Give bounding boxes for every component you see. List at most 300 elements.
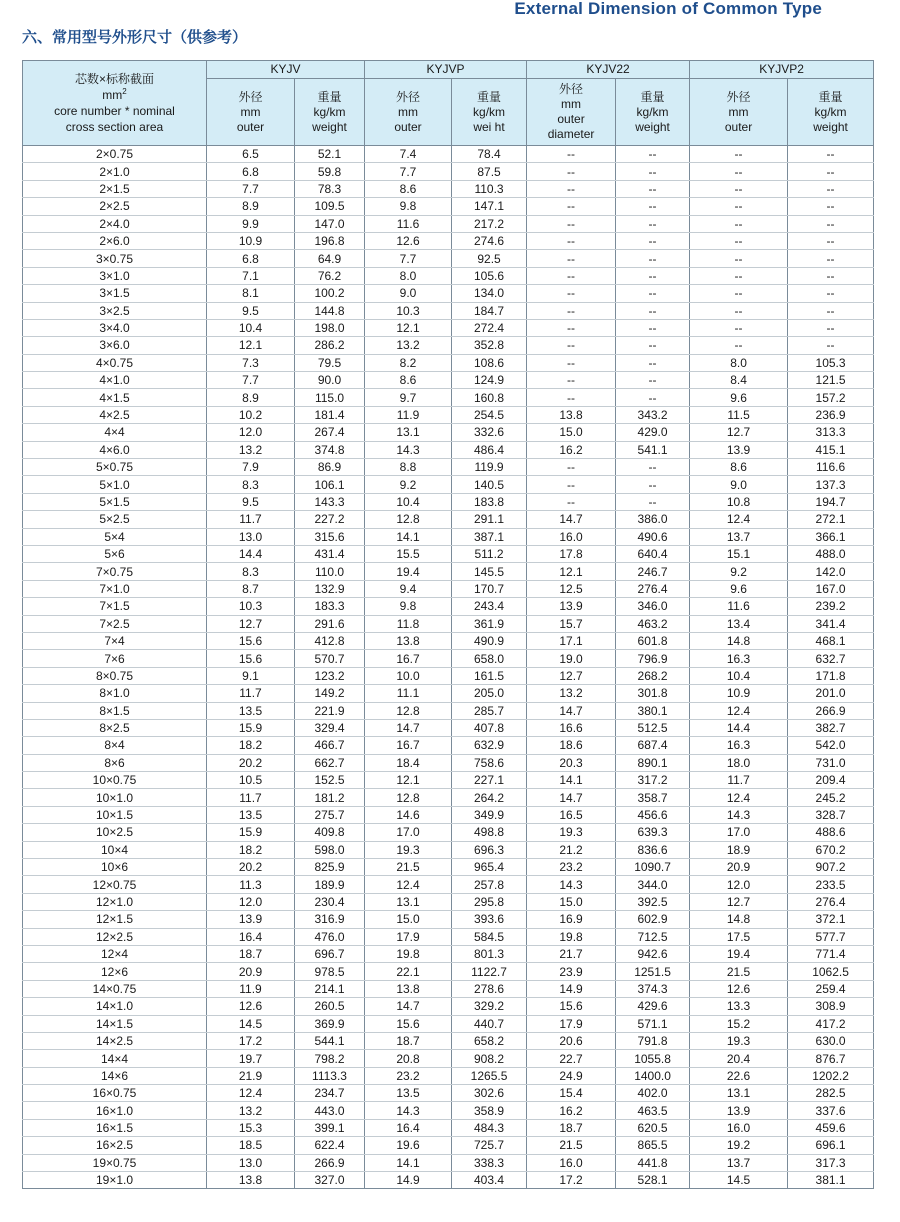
kyjvp2-outer-cell: 12.6 <box>690 980 788 997</box>
table-row <box>23 667 874 684</box>
table-row <box>23 650 874 667</box>
kyjv22-weight-cell: 380.1 <box>616 702 690 719</box>
size-cell: 7×0.75 <box>23 563 207 580</box>
kyjv22-outer-cell: -- <box>527 198 616 215</box>
kyjv-weight-cell: 106.1 <box>295 476 365 493</box>
kyjv-outer-cell: 19.7 <box>207 1050 295 1067</box>
kyjvp-outer-cell: 10.3 <box>365 302 452 319</box>
kyjvp2-weight-cell: 276.4 <box>788 893 874 910</box>
table-row <box>23 406 874 423</box>
kyjv-weight-cell: 149.2 <box>295 685 365 702</box>
kyjvp-outer-cell: 11.8 <box>365 615 452 632</box>
kyjvp-weight-cell: 205.0 <box>452 685 527 702</box>
kyjv22-outer-cell: 14.1 <box>527 772 616 789</box>
table-row <box>23 928 874 945</box>
kyjvp2-outer-cell: 13.7 <box>690 1154 788 1171</box>
kyjvp2-outer-cell: 13.3 <box>690 998 788 1015</box>
kyjv22-outer-cell: -- <box>527 215 616 232</box>
kyjvp-outer-cell: 7.4 <box>365 146 452 163</box>
kyjv-outer-cell: 18.7 <box>207 945 295 962</box>
kyjv22-weight-cell: -- <box>616 215 690 232</box>
kyjv-weight-cell: 214.1 <box>295 980 365 997</box>
kyjvp-outer-cell: 19.3 <box>365 841 452 858</box>
kyjv22-weight-cell: 374.3 <box>616 980 690 997</box>
kyjv-weight-cell: 64.9 <box>295 250 365 267</box>
table-row <box>23 598 874 615</box>
kyjv-outer-cell: 13.9 <box>207 911 295 928</box>
kyjv22-weight-cell: 1400.0 <box>616 1067 690 1084</box>
kyjv22-outer-cell: 13.2 <box>527 685 616 702</box>
table-row <box>23 563 874 580</box>
size-cell: 14×2.5 <box>23 1032 207 1049</box>
kyjvp-outer-cell: 19.6 <box>365 1137 452 1154</box>
table-row <box>23 702 874 719</box>
kyjv22-outer-cell: 15.4 <box>527 1085 616 1102</box>
table-row <box>23 267 874 284</box>
size-cell: 14×6 <box>23 1067 207 1084</box>
size-cell: 3×6.0 <box>23 337 207 354</box>
kyjv-weight-cell: 275.7 <box>295 806 365 823</box>
table-row <box>23 1154 874 1171</box>
kyjv-weight-cell: 152.5 <box>295 772 365 789</box>
kyjv-weight-cell: 476.0 <box>295 928 365 945</box>
size-cell: 2×4.0 <box>23 215 207 232</box>
size-cell: 12×4 <box>23 945 207 962</box>
kyjvp2-outer-cell: 16.3 <box>690 737 788 754</box>
header-line: kg/km <box>636 104 669 119</box>
kyjv-weight-cell: 286.2 <box>295 337 365 354</box>
kyjvp-weight-cell: 243.4 <box>452 598 527 615</box>
kyjvp-weight-cell: 302.6 <box>452 1085 527 1102</box>
kyjv-weight-cell: 86.9 <box>295 459 365 476</box>
size-cell: 3×0.75 <box>23 250 207 267</box>
kyjv22-weight-cell: 392.5 <box>616 893 690 910</box>
kyjv-weight-cell: 144.8 <box>295 302 365 319</box>
kyjv22-outer-cell: 17.1 <box>527 632 616 649</box>
kyjv22-weight-cell: -- <box>616 319 690 336</box>
kyjvp-weight-cell: 145.5 <box>452 563 527 580</box>
outer-diameter-header <box>207 79 295 146</box>
kyjvp2-outer-cell: 11.5 <box>690 406 788 423</box>
kyjvp-outer-cell: 9.7 <box>365 389 452 406</box>
size-cell: 19×1.0 <box>23 1172 207 1189</box>
kyjvp-outer-cell: 7.7 <box>365 250 452 267</box>
kyjvp2-outer-cell: 17.5 <box>690 928 788 945</box>
kyjvp2-weight-cell: 366.1 <box>788 528 874 545</box>
kyjv22-weight-cell: -- <box>616 302 690 319</box>
kyjv22-outer-cell: 14.7 <box>527 702 616 719</box>
kyjv22-outer-cell: 19.3 <box>527 824 616 841</box>
kyjv22-outer-cell: 16.0 <box>527 1154 616 1171</box>
size-cell: 2×6.0 <box>23 232 207 249</box>
kyjv-outer-cell: 6.8 <box>207 250 295 267</box>
table-row <box>23 1032 874 1049</box>
size-cell: 2×1.5 <box>23 180 207 197</box>
kyjv22-weight-cell: 541.1 <box>616 441 690 458</box>
kyjvp2-outer-cell: 8.0 <box>690 354 788 371</box>
kyjv-outer-cell: 20.2 <box>207 754 295 771</box>
header-line: weight <box>813 119 848 134</box>
kyjvp-weight-cell: 147.1 <box>452 198 527 215</box>
kyjv-outer-cell: 11.7 <box>207 789 295 806</box>
size-cell: 12×6 <box>23 963 207 980</box>
kyjv22-weight-cell: 246.7 <box>616 563 690 580</box>
kyjvp2-outer-cell: -- <box>690 163 788 180</box>
table-row <box>23 337 874 354</box>
kyjvp-outer-cell: 16.4 <box>365 1119 452 1136</box>
kyjvp-outer-cell: 8.0 <box>365 267 452 284</box>
kyjvp2-weight-cell: 488.6 <box>788 824 874 841</box>
kyjvp2-weight-cell: 381.1 <box>788 1172 874 1189</box>
kyjv22-outer-cell: -- <box>527 389 616 406</box>
kyjv22-weight-cell: 796.9 <box>616 650 690 667</box>
kyjvp-outer-cell: 13.1 <box>365 424 452 441</box>
kyjvp2-weight-cell: 417.2 <box>788 1015 874 1032</box>
kyjvp-weight-cell: 119.9 <box>452 459 527 476</box>
kyjv22-outer-cell: 14.9 <box>527 980 616 997</box>
kyjv22-weight-cell: 865.5 <box>616 1137 690 1154</box>
kyjvp2-outer-cell: 19.3 <box>690 1032 788 1049</box>
kyjv-outer-cell: 9.1 <box>207 667 295 684</box>
kyjv22-weight-cell: 456.6 <box>616 806 690 823</box>
kyjvp2-weight-cell: 167.0 <box>788 580 874 597</box>
size-cell: 16×1.0 <box>23 1102 207 1119</box>
kyjvp2-outer-cell: 13.1 <box>690 1085 788 1102</box>
outer-diameter-header <box>690 79 788 146</box>
table-row <box>23 476 874 493</box>
kyjv-outer-cell: 12.0 <box>207 893 295 910</box>
kyjvp2-weight-cell: 317.3 <box>788 1154 874 1171</box>
kyjvp-weight-cell: 108.6 <box>452 354 527 371</box>
kyjvp2-outer-cell: 13.4 <box>690 615 788 632</box>
header-line: 外径 <box>238 89 263 104</box>
table-row <box>23 250 874 267</box>
kyjvp2-outer-cell: 13.7 <box>690 528 788 545</box>
size-cell: 12×2.5 <box>23 928 207 945</box>
kyjv22-outer-cell: -- <box>527 267 616 284</box>
size-header-en1: core number * nominal <box>54 104 175 118</box>
kyjvp2-weight-cell: 121.5 <box>788 372 874 389</box>
kyjv-weight-cell: 234.7 <box>295 1085 365 1102</box>
kyjv-weight-cell: 374.8 <box>295 441 365 458</box>
size-cell: 10×2.5 <box>23 824 207 841</box>
kyjvp2-weight-cell: 341.4 <box>788 615 874 632</box>
table-row <box>23 806 874 823</box>
kyjvp-outer-cell: 11.9 <box>365 406 452 423</box>
kyjvp-weight-cell: 291.1 <box>452 511 527 528</box>
kyjv22-weight-cell: 1055.8 <box>616 1050 690 1067</box>
kyjvp2-weight-cell: 142.0 <box>788 563 874 580</box>
size-cell: 16×0.75 <box>23 1085 207 1102</box>
header-line: outer <box>236 119 265 134</box>
kyjvp-weight-cell: 170.7 <box>452 580 527 597</box>
kyjvp-outer-cell: 10.0 <box>365 667 452 684</box>
kyjv-outer-cell: 9.5 <box>207 493 295 510</box>
kyjvp-outer-cell: 12.6 <box>365 232 452 249</box>
kyjv22-weight-cell: 791.8 <box>616 1032 690 1049</box>
size-cell: 2×0.75 <box>23 146 207 163</box>
kyjvp2-weight-cell: 731.0 <box>788 754 874 771</box>
kyjvp2-outer-cell: 12.7 <box>690 424 788 441</box>
kyjv-outer-cell: 13.5 <box>207 806 295 823</box>
size-cell: 4×1.5 <box>23 389 207 406</box>
kyjvp-weight-cell: 498.8 <box>452 824 527 841</box>
kyjvp-outer-cell: 15.6 <box>365 1015 452 1032</box>
table-row <box>23 841 874 858</box>
table-row <box>23 528 874 545</box>
table-row <box>23 1067 874 1084</box>
kyjv-outer-cell: 11.3 <box>207 876 295 893</box>
kyjvp-weight-cell: 272.4 <box>452 319 527 336</box>
table-row <box>23 772 874 789</box>
table-row <box>23 737 874 754</box>
kyjvp-outer-cell: 15.5 <box>365 545 452 562</box>
kyjv22-outer-cell: -- <box>527 354 616 371</box>
kyjvp2-weight-cell: 670.2 <box>788 841 874 858</box>
kyjv-weight-cell: 798.2 <box>295 1050 365 1067</box>
kyjvp-outer-cell: 14.1 <box>365 528 452 545</box>
kyjvp2-outer-cell: 8.6 <box>690 459 788 476</box>
kyjvp2-outer-cell: 8.4 <box>690 372 788 389</box>
kyjv-weight-cell: 662.7 <box>295 754 365 771</box>
header-line: 重量 <box>477 89 502 104</box>
kyjvp-weight-cell: 257.8 <box>452 876 527 893</box>
kyjv22-outer-cell: -- <box>527 163 616 180</box>
kyjv-outer-cell: 10.2 <box>207 406 295 423</box>
kyjv22-weight-cell: -- <box>616 267 690 284</box>
kyjvp2-weight-cell: 415.1 <box>788 441 874 458</box>
kyjv22-outer-cell: -- <box>527 319 616 336</box>
kyjvp-outer-cell: 14.7 <box>365 998 452 1015</box>
table-row <box>23 998 874 1015</box>
kyjvp2-weight-cell: 337.6 <box>788 1102 874 1119</box>
table-row <box>23 1172 874 1189</box>
kyjv-weight-cell: 466.7 <box>295 737 365 754</box>
dimension-table <box>22 60 874 1189</box>
table-row <box>23 1015 874 1032</box>
kyjvp-weight-cell: 758.6 <box>452 754 527 771</box>
kyjv-weight-cell: 132.9 <box>295 580 365 597</box>
kyjv-outer-cell: 10.3 <box>207 598 295 615</box>
size-cell: 10×4 <box>23 841 207 858</box>
kyjvp2-weight-cell: 382.7 <box>788 719 874 736</box>
kyjv22-weight-cell: 402.0 <box>616 1085 690 1102</box>
header-line: outer <box>557 112 585 126</box>
kyjvp2-weight-cell: -- <box>788 267 874 284</box>
kyjv22-outer-cell: 15.7 <box>527 615 616 632</box>
kyjv22-weight-cell: 512.5 <box>616 719 690 736</box>
kyjvp2-outer-cell: 18.0 <box>690 754 788 771</box>
kyjv-outer-cell: 11.7 <box>207 685 295 702</box>
kyjv22-outer-cell: -- <box>527 146 616 163</box>
kyjvp2-outer-cell: 19.4 <box>690 945 788 962</box>
weight-header <box>616 79 690 146</box>
kyjvp2-outer-cell: -- <box>690 232 788 249</box>
kyjv22-weight-cell: 429.0 <box>616 424 690 441</box>
kyjv-weight-cell: 189.9 <box>295 876 365 893</box>
kyjv22-weight-cell: 343.2 <box>616 406 690 423</box>
kyjvp2-outer-cell: 13.9 <box>690 441 788 458</box>
header-line: mm <box>561 97 582 111</box>
kyjv-weight-cell: 59.8 <box>295 163 365 180</box>
kyjv22-weight-cell: 640.4 <box>616 545 690 562</box>
kyjv-outer-cell: 16.4 <box>207 928 295 945</box>
size-cell: 8×1.0 <box>23 685 207 702</box>
kyjv22-outer-cell: 16.6 <box>527 719 616 736</box>
kyjv-weight-cell: 90.0 <box>295 372 365 389</box>
weight-header <box>788 79 874 146</box>
kyjvp-weight-cell: 658.0 <box>452 650 527 667</box>
size-cell: 7×1.5 <box>23 598 207 615</box>
kyjv22-weight-cell: -- <box>616 389 690 406</box>
kyjv-outer-cell: 6.8 <box>207 163 295 180</box>
kyjvp2-outer-cell: 12.4 <box>690 789 788 806</box>
kyjvp2-weight-cell: 259.4 <box>788 980 874 997</box>
kyjv-outer-cell: 15.9 <box>207 824 295 841</box>
kyjv22-outer-cell: 13.9 <box>527 598 616 615</box>
kyjvp-outer-cell: 14.6 <box>365 806 452 823</box>
kyjv22-outer-cell: 18.7 <box>527 1119 616 1136</box>
kyjv22-weight-cell: 528.1 <box>616 1172 690 1189</box>
header-line: mm <box>398 104 419 119</box>
kyjv22-outer-cell: 20.6 <box>527 1032 616 1049</box>
kyjvp-weight-cell: 1122.7 <box>452 963 527 980</box>
kyjvp2-weight-cell: -- <box>788 232 874 249</box>
header-line: kg/km <box>313 104 346 119</box>
size-cell: 4×0.75 <box>23 354 207 371</box>
kyjv-outer-cell: 13.2 <box>207 441 295 458</box>
kyjvp2-weight-cell: 282.5 <box>788 1085 874 1102</box>
kyjv22-outer-cell: 17.9 <box>527 1015 616 1032</box>
table-row <box>23 180 874 197</box>
kyjv22-outer-cell: 16.0 <box>527 528 616 545</box>
kyjv-weight-cell: 369.9 <box>295 1015 365 1032</box>
kyjvp2-outer-cell: 15.1 <box>690 545 788 562</box>
kyjvp-weight-cell: 632.9 <box>452 737 527 754</box>
table-row <box>23 1085 874 1102</box>
kyjv22-outer-cell: 17.2 <box>527 1172 616 1189</box>
kyjvp2-outer-cell: 10.8 <box>690 493 788 510</box>
kyjvp-outer-cell: 13.1 <box>365 893 452 910</box>
kyjv22-weight-cell: 639.3 <box>616 824 690 841</box>
kyjv-outer-cell: 20.2 <box>207 859 295 876</box>
table-row <box>23 945 874 962</box>
kyjvp2-weight-cell: 771.4 <box>788 945 874 962</box>
kyjv22-weight-cell: -- <box>616 232 690 249</box>
kyjvp2-outer-cell: 16.0 <box>690 1119 788 1136</box>
kyjvp2-weight-cell: -- <box>788 285 874 302</box>
size-cell: 4×2.5 <box>23 406 207 423</box>
kyjv-weight-cell: 315.6 <box>295 528 365 545</box>
kyjv22-weight-cell: -- <box>616 372 690 389</box>
kyjvp2-weight-cell: 105.3 <box>788 354 874 371</box>
size-header-unit: $mm^2$ <box>102 87 127 102</box>
kyjvp-outer-cell: 14.3 <box>365 1102 452 1119</box>
table-row <box>23 441 874 458</box>
kyjv-outer-cell: 13.8 <box>207 1172 295 1189</box>
kyjvp2-weight-cell: 328.7 <box>788 806 874 823</box>
kyjv22-weight-cell: -- <box>616 180 690 197</box>
kyjv-outer-cell: 14.4 <box>207 545 295 562</box>
table-row <box>23 319 874 336</box>
kyjv-outer-cell: 8.7 <box>207 580 295 597</box>
kyjv-outer-cell: 12.7 <box>207 615 295 632</box>
kyjv22-outer-cell: -- <box>527 459 616 476</box>
kyjvp2-weight-cell: -- <box>788 198 874 215</box>
table-row <box>23 911 874 928</box>
kyjvp2-weight-cell: 266.9 <box>788 702 874 719</box>
kyjvp2-weight-cell: 696.1 <box>788 1137 874 1154</box>
kyjvp-weight-cell: 124.9 <box>452 372 527 389</box>
kyjvp2-weight-cell: 194.7 <box>788 493 874 510</box>
kyjv-weight-cell: 196.8 <box>295 232 365 249</box>
kyjv22-outer-cell: -- <box>527 476 616 493</box>
kyjv-outer-cell: 7.7 <box>207 372 295 389</box>
kyjv22-outer-cell: 21.2 <box>527 841 616 858</box>
kyjvp2-outer-cell: 21.5 <box>690 963 788 980</box>
kyjvp-weight-cell: 285.7 <box>452 702 527 719</box>
table-row <box>23 980 874 997</box>
outer-diameter-header <box>527 79 616 146</box>
size-cell: 5×1.5 <box>23 493 207 510</box>
kyjv-weight-cell: 110.0 <box>295 563 365 580</box>
kyjv-outer-cell: 21.9 <box>207 1067 295 1084</box>
table-body <box>23 146 874 1189</box>
kyjvp2-outer-cell: 9.0 <box>690 476 788 493</box>
size-cell: 8×1.5 <box>23 702 207 719</box>
kyjv22-outer-cell: -- <box>527 302 616 319</box>
kyjvp2-outer-cell: 16.3 <box>690 650 788 667</box>
table-row <box>23 824 874 841</box>
kyjv-outer-cell: 15.6 <box>207 632 295 649</box>
kyjvp-weight-cell: 278.6 <box>452 980 527 997</box>
kyjvp-outer-cell: 18.7 <box>365 1032 452 1049</box>
size-cell: 10×1.5 <box>23 806 207 823</box>
kyjv-weight-cell: 291.6 <box>295 615 365 632</box>
kyjvp2-weight-cell: 372.1 <box>788 911 874 928</box>
kyjvp-outer-cell: 22.1 <box>365 963 452 980</box>
kyjvp-weight-cell: 361.9 <box>452 615 527 632</box>
kyjvp2-weight-cell: 876.7 <box>788 1050 874 1067</box>
size-cell: 10×1.0 <box>23 789 207 806</box>
kyjvp2-weight-cell: -- <box>788 319 874 336</box>
header-line: weight <box>635 119 670 134</box>
size-cell: 7×2.5 <box>23 615 207 632</box>
kyjv22-weight-cell: 1090.7 <box>616 859 690 876</box>
kyjvp2-weight-cell: -- <box>788 302 874 319</box>
kyjv22-outer-cell: 16.5 <box>527 806 616 823</box>
kyjvp2-weight-cell: 907.2 <box>788 859 874 876</box>
table-row <box>23 859 874 876</box>
kyjv22-outer-cell: 14.3 <box>527 876 616 893</box>
kyjvp2-weight-cell: 542.0 <box>788 737 874 754</box>
table-row <box>23 389 874 406</box>
kyjv22-outer-cell: 14.7 <box>527 511 616 528</box>
kyjv22-outer-cell: 17.8 <box>527 545 616 562</box>
kyjvp-outer-cell: 9.2 <box>365 476 452 493</box>
size-cell: 3×4.0 <box>23 319 207 336</box>
table-row <box>23 215 874 232</box>
kyjv22-weight-cell: 463.5 <box>616 1102 690 1119</box>
kyjvp2-weight-cell: 171.8 <box>788 667 874 684</box>
table-row <box>23 545 874 562</box>
kyjvp2-outer-cell: -- <box>690 337 788 354</box>
kyjvp-weight-cell: 658.2 <box>452 1032 527 1049</box>
kyjvp2-weight-cell: -- <box>788 180 874 197</box>
kyjvp2-weight-cell: 459.6 <box>788 1119 874 1136</box>
kyjvp-weight-cell: 264.2 <box>452 789 527 806</box>
kyjvp-outer-cell: 12.1 <box>365 772 452 789</box>
